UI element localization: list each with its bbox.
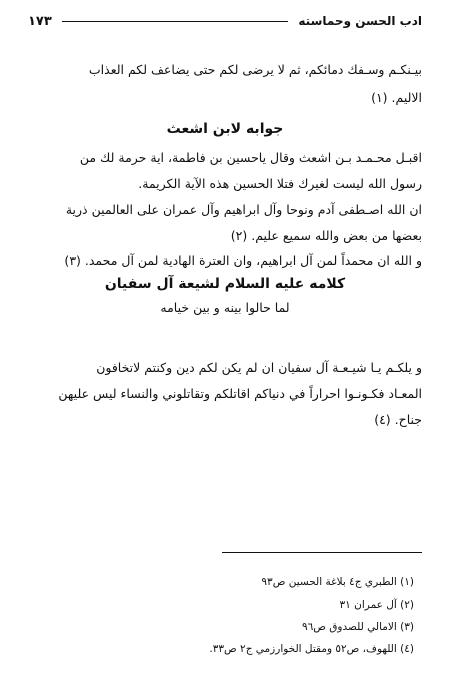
section-heading: كلامه عليه السلام لشيعة آل سفيان bbox=[104, 276, 346, 292]
footnote: (٣) الامالي للصدوق ص٩٦ bbox=[301, 621, 414, 633]
body-line: ان الله اصـطفى آدم ونوحا وآل ابراهيم وآل عمران على العالمين ذرية bbox=[65, 202, 422, 217]
body-line: و يلكـم يـا شيـعـة آل سفيان ان لم يكن لكم دين وكنتم لاتخافون bbox=[96, 360, 422, 375]
page-header bbox=[28, 10, 422, 32]
body-line: جناح. (٤) bbox=[374, 412, 422, 427]
body-line: اقبـل محـمـد بـن اشعث وقال ياحسين بن فاطمة، اية حرمة لك من bbox=[79, 150, 422, 165]
body-line: بيـنكـم وسـفك دمائكم، ثم لا يرضى لكم حتى يضاعف لكم العذاب bbox=[88, 62, 422, 77]
body-line: رسول الله ليست لغيرك فتلا الحسين هذه الآية الكريمة. bbox=[138, 176, 422, 191]
header-rule bbox=[62, 21, 289, 22]
section-heading: جوابه لابن اشعث bbox=[166, 121, 284, 137]
body-line: المعـاد فكـونـوا احراراً في دنياكم اقاتلكم وتقاتلوني والنساء ليس عليهن bbox=[58, 386, 422, 401]
running-title: ادب الحسن وحماسته bbox=[298, 14, 422, 28]
body-line: و الله ان محمداً لمن آل ابراهيم، وان العترة الهادية لمن آل محمد. (٣) bbox=[64, 253, 422, 268]
body-line: الاليم. (١) bbox=[371, 90, 422, 105]
footnote: (١) الطبري ج٤ بلاغة الحسين ص٩٣ bbox=[261, 576, 414, 588]
footnote-rule bbox=[222, 552, 422, 553]
footnote: (٢) آل عمران ٣١ bbox=[339, 599, 414, 611]
page-number: ١٧٣ bbox=[28, 13, 52, 29]
body-line: بعضها من بعض والله سميع عليم. (٢) bbox=[230, 228, 422, 243]
footnote: (٤) اللهوف، ص٥٢ ومقتل الخوارزمي ج٢ ص٣٣. bbox=[209, 643, 414, 655]
section-subheading: لما حالوا بينه و بين خيامه bbox=[160, 300, 290, 315]
